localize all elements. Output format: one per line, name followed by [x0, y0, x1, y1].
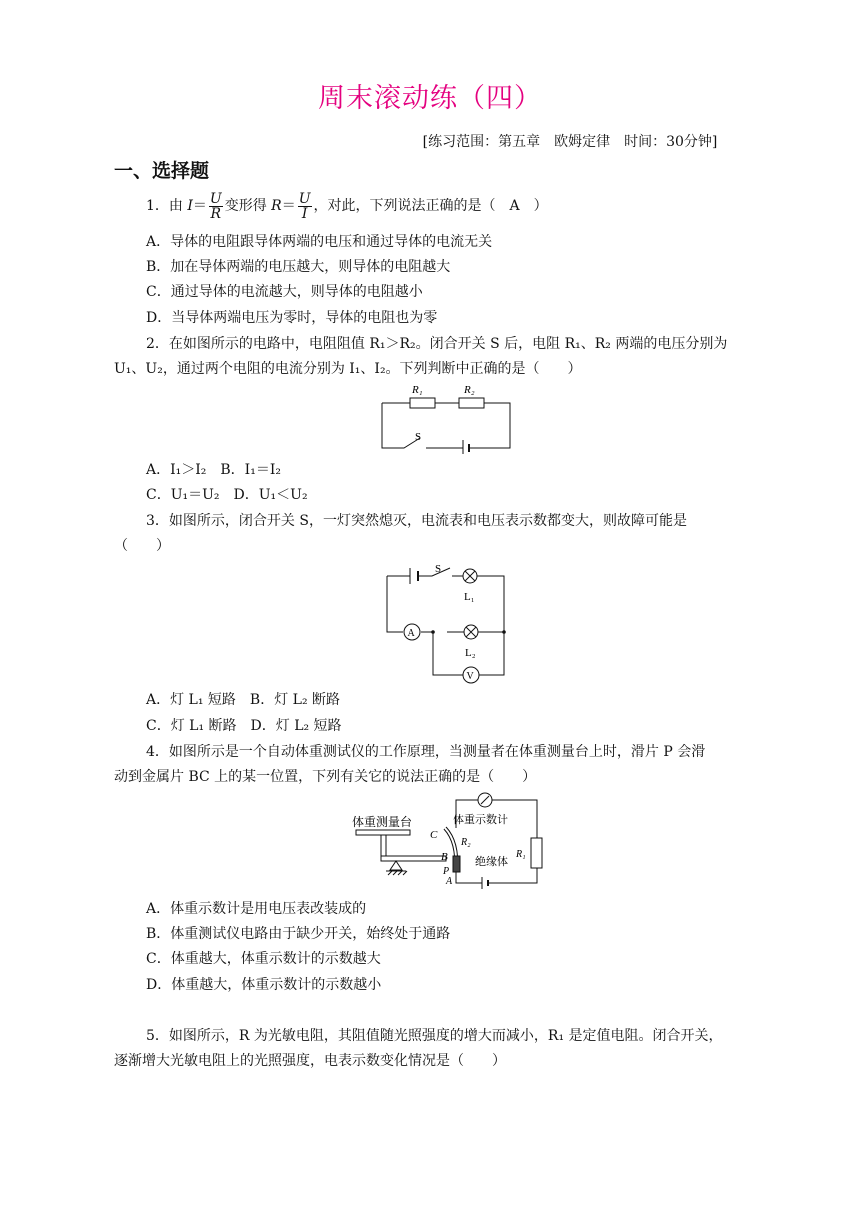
formula-i: I＝ $\frac{U}{R}$ — [187, 190, 222, 222]
q2-label-switch: S — [415, 431, 422, 443]
q1-option-a: A．导体的电阻跟导体两端的电压和通过导体的电流无关 — [146, 234, 493, 250]
q4-option-a: A．体重示数计是用电压表改装成的 — [146, 901, 367, 917]
q3-label-ammeter: A — [407, 628, 415, 639]
weighing-platform — [356, 830, 410, 835]
question-2-line2: U₁、U₂，通过两个电阻的电流分别为 I₁、I₂。下列判断中正确的是（ ） — [114, 361, 582, 377]
q1-stem-end: ，对此，下列说法正确的是（ A ） — [313, 198, 548, 214]
q3-label-voltmeter: V — [466, 671, 474, 682]
q2-label-r1: R₁ — [412, 384, 423, 396]
insulator-block — [453, 856, 460, 872]
q4-option-c: C．体重越大，体重示数计的示数越大 — [146, 951, 381, 967]
q1-option-b: B．加在导体两端的电压越大，则导体的电阻越大 — [146, 259, 451, 275]
q4-label-insulator: 绝缘体 — [475, 856, 508, 868]
question-4-line1: 4．如图所示是一个自动体重测试仪的工作原理，当测量者在体重测量台上时，滑片 P 会滑 — [146, 744, 706, 760]
q4-option-d: D．体重越大，体重示数计的示数越小 — [146, 977, 382, 993]
question-4-line2: 动到金属片 BC 上的某一位置，下列有关它的说法正确的是（ ） — [114, 769, 537, 785]
q4-weight-scale-diagram — [350, 790, 550, 890]
resistor-r1 — [531, 838, 542, 868]
pivot — [390, 861, 402, 870]
q1-option-c: C．通过导体的电流越大，则导体的电阻越小 — [146, 284, 423, 300]
formula-r: R＝ $\frac{U}{I}$ — [271, 190, 311, 222]
q3-options-cd: C．灯 L₁ 断路 D．灯 L₂ 短路 — [146, 718, 342, 734]
page-title: 周末滚动练（四） — [318, 83, 542, 114]
q3-label-l1: L₁ — [464, 591, 475, 603]
question-3-line2: （ ） — [114, 538, 170, 554]
question-3-line1: 3．如图所示，闭合开关 S，一灯突然熄灭，电流表和电压表示数都变大，则故障可能是 — [146, 513, 687, 529]
q4-label-b: B — [441, 851, 448, 863]
q4-label-p: P — [443, 866, 450, 877]
q1-prefix: 1．由 — [146, 198, 183, 214]
q2-options-cd: C．U₁＝U₂ D．U₁＜U₂ — [146, 487, 308, 503]
q3-label-l2: L₂ — [465, 647, 476, 659]
q4-label-a: A — [446, 876, 453, 887]
lever-arm — [381, 856, 446, 861]
q2-options-ab: A．I₁＞I₂ B．I₁＝I₂ — [146, 462, 281, 478]
question-5-line1: 5．如图所示，R 为光敏电阻，其阻值随光照强度的增大而减小，R₁ 是定值电阻。闭合开关， — [146, 1028, 723, 1044]
section-heading: 一、选择题 — [114, 160, 210, 182]
q3-label-switch: S — [435, 563, 442, 575]
q2-label-r2: R₂ — [464, 384, 475, 396]
q4-label-r1: R₁ — [516, 849, 526, 860]
q4-label-r2: R₂ — [461, 837, 471, 848]
practice-scope: [练习范围：第五章 欧姆定律 时间：30分钟] — [422, 134, 718, 150]
q3-options-ab: A．灯 L₁ 短路 B．灯 L₂ 断路 — [146, 692, 341, 708]
q1-middle: 变形得 — [224, 198, 267, 214]
q4-label-c: C — [430, 829, 438, 841]
resistor-r2 — [459, 398, 484, 408]
q3-circuit-diagram — [380, 556, 510, 690]
question-1 — [146, 190, 548, 222]
q2-series-circuit-diagram — [370, 378, 520, 454]
q4-option-b: B．体重测试仪电路由于缺少开关，始终处于通路 — [146, 926, 451, 942]
q4-label-meter: 体重示数计 — [453, 814, 508, 826]
question-5-line2: 逐渐增大光敏电阻上的光照强度，电表示数变化情况是（ ） — [114, 1053, 506, 1069]
resistor-r1 — [410, 398, 435, 408]
q4-label-platform: 体重测量台 — [352, 815, 413, 829]
question-2-line1: 2．在如图所示的电路中，电阻阻值 R₁＞R₂。闭合开关 S 后，电阻 R₁、R₂ 两端的电压分别为 — [146, 336, 728, 352]
q1-option-d: D．当导体两端电压为零时，导体的电阻也为零 — [146, 310, 438, 326]
